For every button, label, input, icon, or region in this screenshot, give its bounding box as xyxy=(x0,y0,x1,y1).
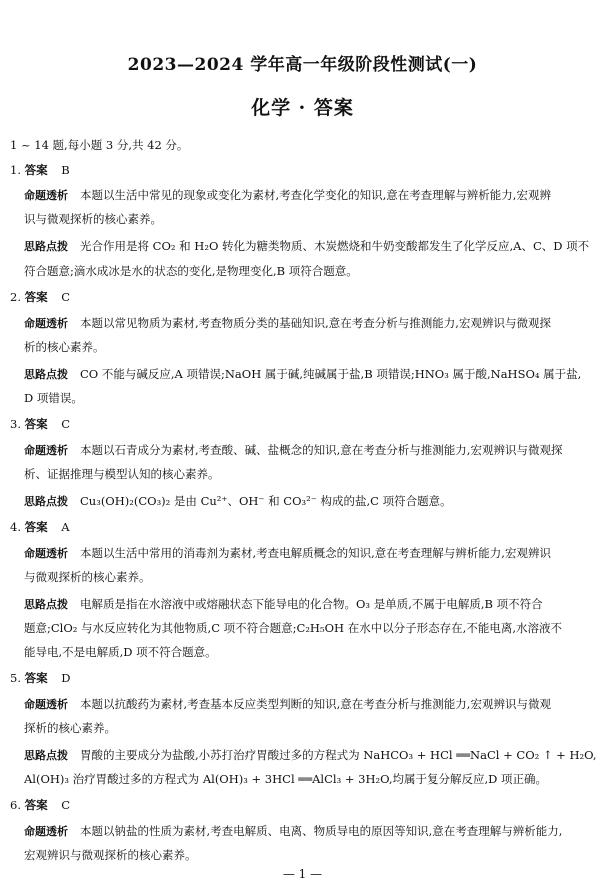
question-4-answer xyxy=(10,520,70,534)
answer-label: 答案 xyxy=(24,520,48,534)
question-6-analysis xyxy=(24,824,562,839)
hint-label: 思路点拨 xyxy=(24,495,68,508)
analysis-text: 析、证据推理与模型认知的核心素养。 xyxy=(24,467,220,481)
page-number: — 1 — xyxy=(282,867,323,881)
question-4-analysis xyxy=(24,546,551,561)
analysis-text: 析的核心素养。 xyxy=(24,340,105,354)
analysis-text: 本题以生活中常见的现象或变化为素材,考查化学变化的知识,意在考查理解与辨析能力,宏观辨 xyxy=(80,188,551,202)
hint-text: 符合题意;滴水成冰是水的状态的变化,是物理变化,B 项符合题意。 xyxy=(24,264,358,278)
analysis-label: 命题透析 xyxy=(24,317,68,330)
answer-label: 答案 xyxy=(24,671,48,685)
analysis-text: 本题以抗酸药为素材,考查基本反应类型判断的知识,意在考查分析与推测能力,宏观辨识与微观 xyxy=(80,697,551,711)
analysis-text: 本题以钠盐的性质为素材,考查电解质、电离、物质导电的原因等知识,意在考查理解与辨析能力, xyxy=(80,824,563,838)
question-number: 3. xyxy=(10,417,21,431)
analysis-label: 命题透析 xyxy=(24,698,68,711)
hint-label: 思路点拨 xyxy=(24,749,68,762)
page-subtitle: 化学 · 答案 xyxy=(251,97,354,119)
hint-text: CO 不能与碱反应,A 项错误;NaOH 属于碱,纯碱属于盐,B 项错误;HNO₃ 属于酸,NaHSO₄ 属于盐, xyxy=(80,367,582,381)
question-3-hint xyxy=(24,494,452,509)
question-3-answer xyxy=(10,417,70,431)
hint-text: 光合作用是将 CO₂ 和 H₂O 转化为糖类物质、木炭燃烧和牛奶变酸都发生了化学反应,A、C、D 项不 xyxy=(80,239,590,253)
page-title: 2023—2024 学年高一年级阶段性测试(一) xyxy=(127,55,478,75)
analysis-text: 本题以常见物质为素材,考查物质分类的基础知识,意在考查分析与推测能力,宏观辨识与微观探 xyxy=(80,316,551,330)
hint-text: 题意;ClO₂ 与水反应转化为其他物质,C 项不符合题意;C₂H₅OH 在水中以分子形态存在,不能电离,水溶液不 xyxy=(24,621,562,635)
analysis-label: 命题透析 xyxy=(24,189,68,202)
question-1-hint xyxy=(24,239,589,254)
hint-text: 胃酸的主要成分为盐酸,小苏打治疗胃酸过多的方程式为 NaHCO₃ + HCl ══NaCl + CO₂ ↑ + H₂O, xyxy=(80,748,597,762)
hint-text: D 项错误。 xyxy=(24,391,83,405)
question-5-analysis xyxy=(24,697,551,712)
hint-label: 思路点拨 xyxy=(24,240,68,253)
question-3-analysis xyxy=(24,443,562,458)
question-2-hint xyxy=(24,367,581,382)
intro-text: 1 ~ 14 题,每小题 3 分,共 42 分。 xyxy=(10,138,189,152)
analysis-label: 命题透析 xyxy=(24,444,68,457)
question-1-analysis xyxy=(24,188,551,203)
answer-value: C xyxy=(61,290,71,304)
hint-text: 能导电,不是电解质,D 项不符合题意。 xyxy=(24,645,217,659)
analysis-text: 与微观探析的核心素养。 xyxy=(24,570,151,584)
analysis-text: 探析的核心素养。 xyxy=(24,721,116,735)
question-2-analysis xyxy=(24,316,551,331)
question-5-hint xyxy=(24,748,597,763)
analysis-text: 宏观辨识与微观探析的核心素养。 xyxy=(24,848,197,862)
hint-text: 电解质是指在水溶液中或熔融状态下能导电的化合物。O₃ 是单质,不属于电解质,B 项不符合 xyxy=(80,597,543,611)
answer-label: 答案 xyxy=(24,417,48,431)
analysis-label: 命题透析 xyxy=(24,825,68,838)
answer-label: 答案 xyxy=(24,798,48,812)
question-number: 6. xyxy=(10,798,21,812)
answer-value: C xyxy=(61,798,71,812)
analysis-text: 本题以石青成分为素材,考查酸、碱、盐概念的知识,意在考查分析与推测能力,宏观辨识与微观探 xyxy=(80,443,563,457)
answer-value: B xyxy=(61,163,70,177)
answer-label: 答案 xyxy=(24,290,48,304)
answer-label: 答案 xyxy=(24,163,48,177)
question-5-answer xyxy=(10,671,71,685)
question-number: 2. xyxy=(10,290,21,304)
hint-label: 思路点拨 xyxy=(24,368,68,381)
hint-label: 思路点拨 xyxy=(24,598,68,611)
question-4-hint xyxy=(24,597,543,612)
question-6-answer xyxy=(10,798,70,812)
analysis-text: 识与微观探析的核心素养。 xyxy=(24,212,162,226)
answer-value: A xyxy=(61,520,70,534)
question-number: 4. xyxy=(10,520,21,534)
question-1-answer xyxy=(10,163,70,177)
analysis-text: 本题以生活中常用的消毒剂为素材,考查电解质概念的知识,意在考查理解与辨析能力,宏观辨识 xyxy=(80,546,551,560)
answer-value: C xyxy=(61,417,71,431)
question-2-answer xyxy=(10,290,70,304)
question-number: 1. xyxy=(10,163,21,177)
answer-value: D xyxy=(61,671,71,685)
hint-text: Cu₃(OH)₂(CO₃)₂ 是由 Cu²⁺、OH⁻ 和 CO₃²⁻ 构成的盐,C 项符合题意。 xyxy=(80,494,452,508)
analysis-label: 命题透析 xyxy=(24,547,68,560)
question-number: 5. xyxy=(10,671,21,685)
hint-text: Al(OH)₃ 治疗胃酸过多的方程式为 Al(OH)₃ + 3HCl ══AlCl₃ + 3H₂O,均属于复分解反应,D 项正确。 xyxy=(24,772,548,786)
